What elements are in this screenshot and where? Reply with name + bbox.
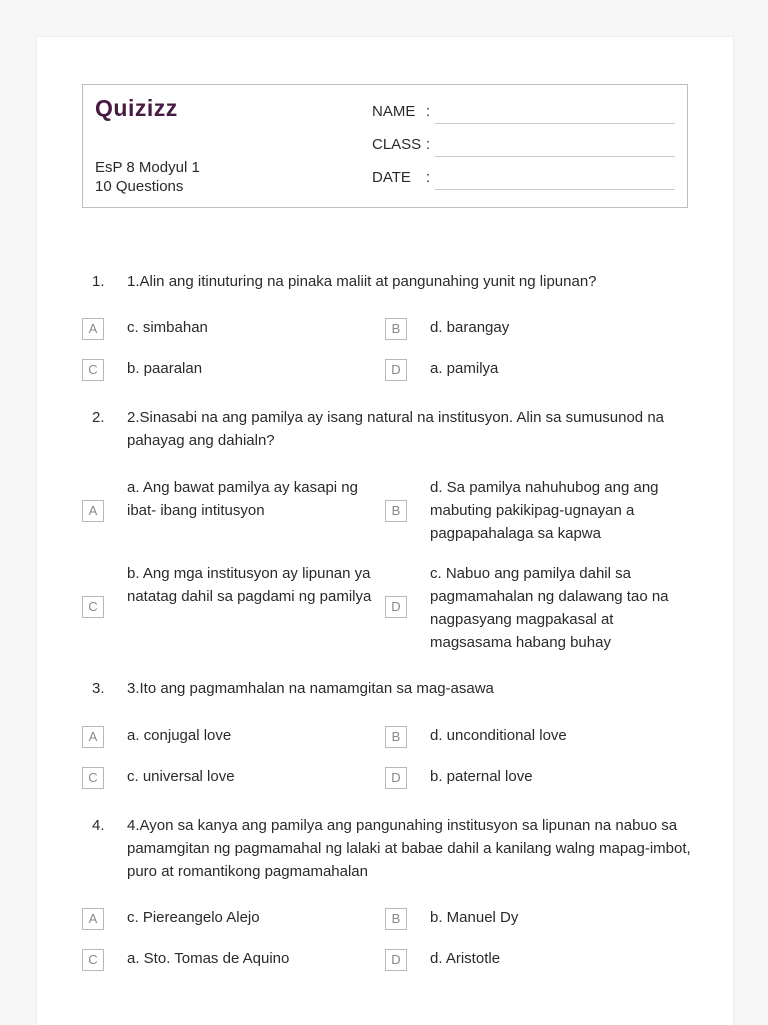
quiz-title: EsP 8 Modyul 1 [95,159,200,176]
option-b-box[interactable]: B [385,500,407,522]
class-colon: : [426,136,431,153]
option-d-text: c. Nabuo ang pamilya dahil sa pagmamahalan ng dalawang tao na nagpasyang magpakasal at magsasama habang buhay [430,565,669,651]
option-c-text: b. paaralan [127,360,203,377]
option-a-text: c. Piereangelo Alejo [127,909,260,926]
worksheet-page [36,36,734,1025]
question-text: 2.Sinasabi na ang pamilya ay isang natural na institusyon. Alin sa sumusunod na pahayag ang dahialn? [127,409,665,449]
option-a-text: a. Ang bawat pamilya ay kasapi ng ibat- ibang intitusyon [127,479,358,519]
option-a-box[interactable]: A [82,500,104,522]
name-label: NAME [372,103,416,120]
date-field-line[interactable] [435,189,675,190]
option-c-text: a. Sto. Tomas de Aquino [127,950,290,967]
option-d-box[interactable]: D [385,596,407,618]
option-d-text: d. Aristotle [430,950,501,967]
option-a-text: a. conjugal love [127,727,232,744]
date-colon: : [426,169,431,186]
option-c-box[interactable]: C [82,949,104,971]
question-text: 4.Ayon sa kanya ang pamilya ang pangunahing institusyon sa lipunan na nabuo sa pamamgitan ng pagmamahal ng lalaki at babae dahil a kanilang walng mapag-imbot, puro at romantikong pagmamahalan [127,817,691,880]
question-number: 4. [92,817,105,834]
option-c-box[interactable]: C [82,596,104,618]
name-field-line[interactable] [435,123,675,124]
name-colon: : [426,103,431,120]
question-text: 3.Ito ang pagmamhalan na namamgitan sa mag-asawa [127,680,494,697]
option-a-text: c. simbahan [127,319,208,336]
date-label: DATE [372,169,411,186]
question-number: 1. [92,273,105,290]
option-b-box[interactable]: B [385,726,407,748]
option-b-text: d. Sa pamilya nahuhubog ang ang mabuting pakikipag-ugnayan a pagpapahalaga sa kapwa [430,479,659,542]
option-c-box[interactable]: C [82,359,104,381]
worksheet-header [82,84,688,208]
option-d-box[interactable]: D [385,359,407,381]
class-field-line[interactable] [435,156,675,157]
question-text: 1.Alin ang itinuturing na pinaka maliit at pangunahing yunit ng lipunan? [127,273,597,290]
option-c-text: b. Ang mga institusyon ay lipunan ya natatag dahil sa pagdami ng pamilya [127,565,372,605]
class-label: CLASS [372,136,422,153]
option-b-box[interactable]: B [385,318,407,340]
option-d-box[interactable]: D [385,767,407,789]
option-d-box[interactable]: D [385,949,407,971]
option-b-text: d. barangay [430,319,510,336]
option-b-text: b. Manuel Dy [430,909,519,926]
option-a-box[interactable]: A [82,318,104,340]
question-number: 2. [92,409,105,426]
quizizz-logo: Quizizz [95,95,178,121]
option-b-box[interactable]: B [385,908,407,930]
option-c-text: c. universal love [127,768,235,785]
option-b-text: d. unconditional love [430,727,567,744]
option-d-text: a. pamilya [430,360,499,377]
option-a-box[interactable]: A [82,908,104,930]
option-a-box[interactable]: A [82,726,104,748]
question-count: 10 Questions [95,178,184,195]
option-d-text: b. paternal love [430,768,533,785]
question-number: 3. [92,680,105,697]
option-c-box[interactable]: C [82,767,104,789]
